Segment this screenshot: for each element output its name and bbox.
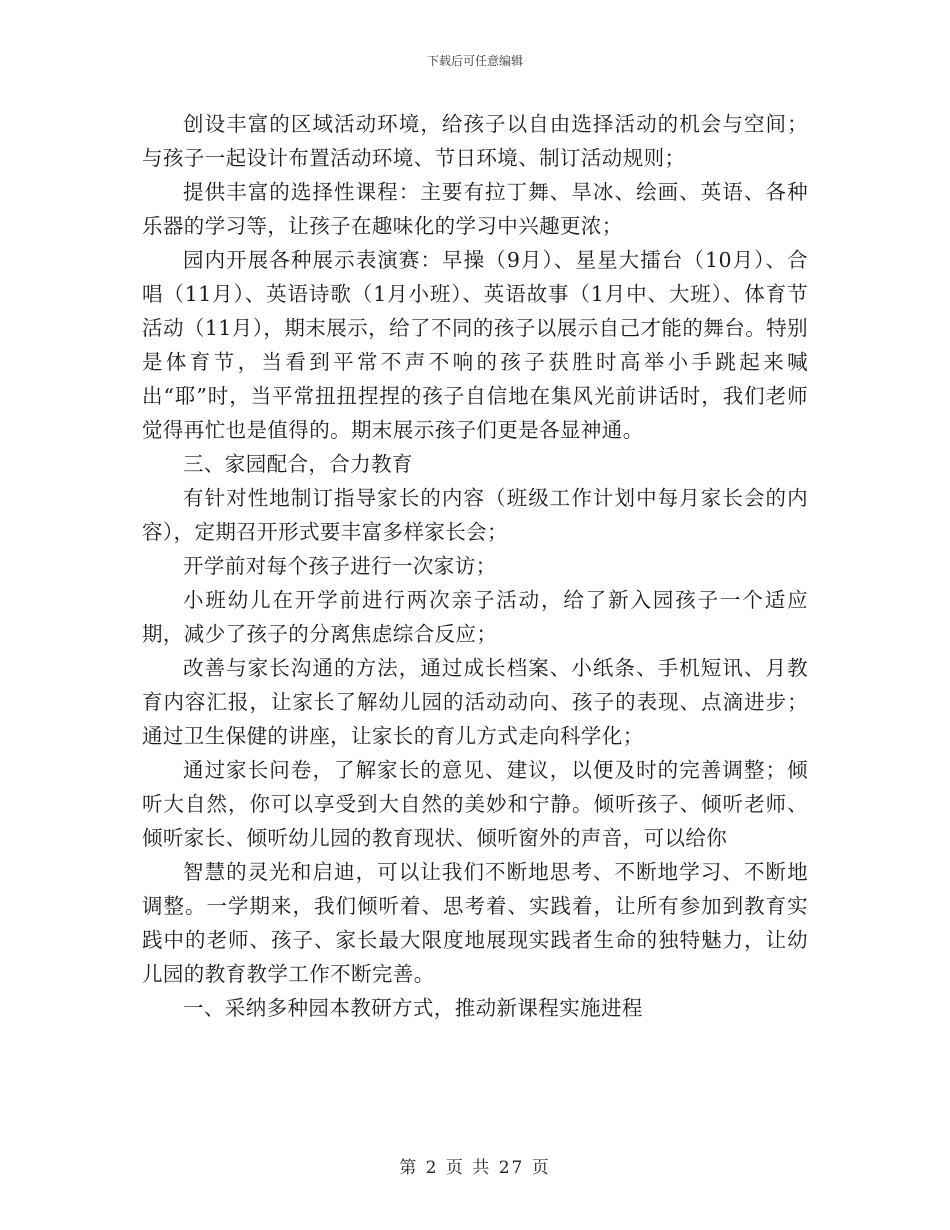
paragraph-area-activities: 创设丰富的区域活动环境，给孩子以自由选择活动的机会与空间；与孩子一起设计布置活动环境、节日环境、制订活动规则； xyxy=(142,112,808,170)
paragraph-performances: 园内开展各种展示表演赛：早操（9月）、星星大擂台（10月）、合唱（11月）、英语诗歌（1月小班）、英语故事（1月中、大班）、体育节活动（11月），期末展示，给了不同的孩子以展示自己才能的舞台。特别是体育节，当看到平常不声不响的孩子获胜时高举小手跳起来喊出“耶”时，当平常扭扭捏捏的孩子自信地在集风光前讲话时，我们老师觉得再忙也是值得的。期末展示孩子们更是各显神通。 xyxy=(142,248,808,442)
paragraph-elective-courses: 提供丰富的选择性课程：主要有拉丁舞、旱冰、绘画、英语、各种乐器的学习等，让孩子在趣味化的学习中兴趣更浓； xyxy=(142,180,808,238)
paragraph-home-visit: 开学前对每个孩子进行一次家访； xyxy=(183,554,497,578)
page-number: 第 2 页 共 27 页 xyxy=(399,1158,551,1178)
paragraph-parent-guidance: 有针对性地制订指导家长的内容（班级工作计划中每月家长会的内容），定期召开形式要丰富多样家长会； xyxy=(142,486,808,544)
paragraph-questionnaire: 通过家长问卷，了解家长的意见、建议，以便及时的完善调整；倾听大自然，你可以享受到大自然的美妙和宁静。倾听孩子、倾听老师、倾听家长、倾听幼儿园的教育现状、倾听窗外的声音，可以给你 xyxy=(142,758,808,850)
document-body xyxy=(142,107,808,1025)
paragraph-parent-child-activity: 小班幼儿在开学前进行两次亲子活动，给了新入园孩子一个适应期，减少了孩子的分离焦虑综合反应； xyxy=(142,588,808,646)
page-header-note: 下载后可任意编辑 xyxy=(426,54,523,68)
paragraph-communication: 改善与家长沟通的方法，通过成长档案、小纸条、手机短讯、月教育内容汇报，让家长了解幼儿园的活动动向、孩子的表现、点滴进步；通过卫生保健的讲座，让家长的育儿方式走向科学化； xyxy=(142,656,808,748)
section-heading-research: 一、采纳多种园本教研方式，推动新课程实施进程 xyxy=(183,996,643,1020)
paragraph-reflection: 智慧的灵光和启迪，可以让我们不断地思考、不断地学习、不断地调整。一学期来，我们倾听着、思考着、实践着，让所有参加到教育实践中的老师、孩子、家长最大限度地展现实践者生命的独特魅力，让幼儿园的教育教学工作不断完善。 xyxy=(142,860,808,986)
section-heading-home-school: 三、家园配合，合力教育 xyxy=(183,452,413,476)
